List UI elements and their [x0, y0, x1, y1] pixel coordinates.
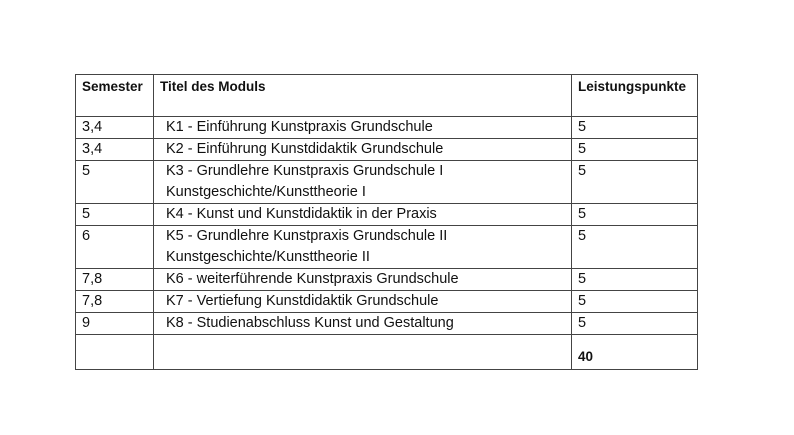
points-cell: 5 [572, 204, 698, 226]
module-title: K7 - Vertiefung Kunstdidaktik Grundschule [166, 293, 439, 309]
module-title: K8 - Studienabschluss Kunst und Gestaltung [166, 315, 454, 331]
module-table [75, 74, 698, 370]
semester-cell: 3,4 [76, 117, 154, 139]
table-header-row [76, 75, 698, 117]
semester-cell: 5 [76, 161, 154, 204]
semester-cell: 5 [76, 204, 154, 226]
table-row [76, 117, 698, 139]
table-total-row [76, 335, 698, 370]
total-points-cell [572, 335, 698, 370]
points-cell: 5 [572, 117, 698, 139]
semester-cell: 3,4 [76, 139, 154, 161]
module-title: K1 - Einführung Kunstpraxis Grundschule [166, 119, 433, 135]
module-subtitle: Kunstgeschichte/Kunsttheorie II [166, 249, 370, 265]
points-cell: 5 [572, 139, 698, 161]
points-cell: 5 [572, 291, 698, 313]
module-title-cell [154, 226, 572, 269]
semester-cell: 7,8 [76, 291, 154, 313]
table-row [76, 291, 698, 313]
module-title-cell [154, 204, 572, 226]
table-row [76, 313, 698, 335]
module-title-cell [154, 139, 572, 161]
points-cell: 5 [572, 226, 698, 269]
module-title-cell [154, 161, 572, 204]
points-cell: 5 [572, 269, 698, 291]
table-row [76, 204, 698, 226]
module-subtitle: Kunstgeschichte/Kunsttheorie I [166, 184, 366, 200]
table-row [76, 269, 698, 291]
header-semester: Semester [76, 75, 154, 117]
total-empty-cell [76, 335, 154, 370]
header-title: Titel des Moduls [154, 75, 572, 117]
module-title: K3 - Grundlehre Kunstpraxis Grundschule I [166, 163, 444, 179]
module-title-cell [154, 313, 572, 335]
module-title-cell [154, 117, 572, 139]
table-row [76, 226, 698, 269]
points-cell: 5 [572, 313, 698, 335]
module-title-cell [154, 269, 572, 291]
table-row [76, 139, 698, 161]
module-title: K6 - weiterführende Kunstpraxis Grundschule [166, 271, 459, 287]
header-points: Leistungspunkte [572, 75, 698, 117]
module-title: K5 - Grundlehre Kunstpraxis Grundschule II [166, 228, 448, 244]
table-row [76, 161, 698, 204]
module-title-cell [154, 291, 572, 313]
points-cell: 5 [572, 161, 698, 204]
semester-cell: 7,8 [76, 269, 154, 291]
module-title: K4 - Kunst und Kunstdidaktik in der Praxis [166, 206, 437, 222]
semester-cell: 6 [76, 226, 154, 269]
total-empty-cell [154, 335, 572, 370]
semester-cell: 9 [76, 313, 154, 335]
module-title: K2 - Einführung Kunstdidaktik Grundschule [166, 141, 444, 157]
total-points: 40 [578, 349, 594, 364]
